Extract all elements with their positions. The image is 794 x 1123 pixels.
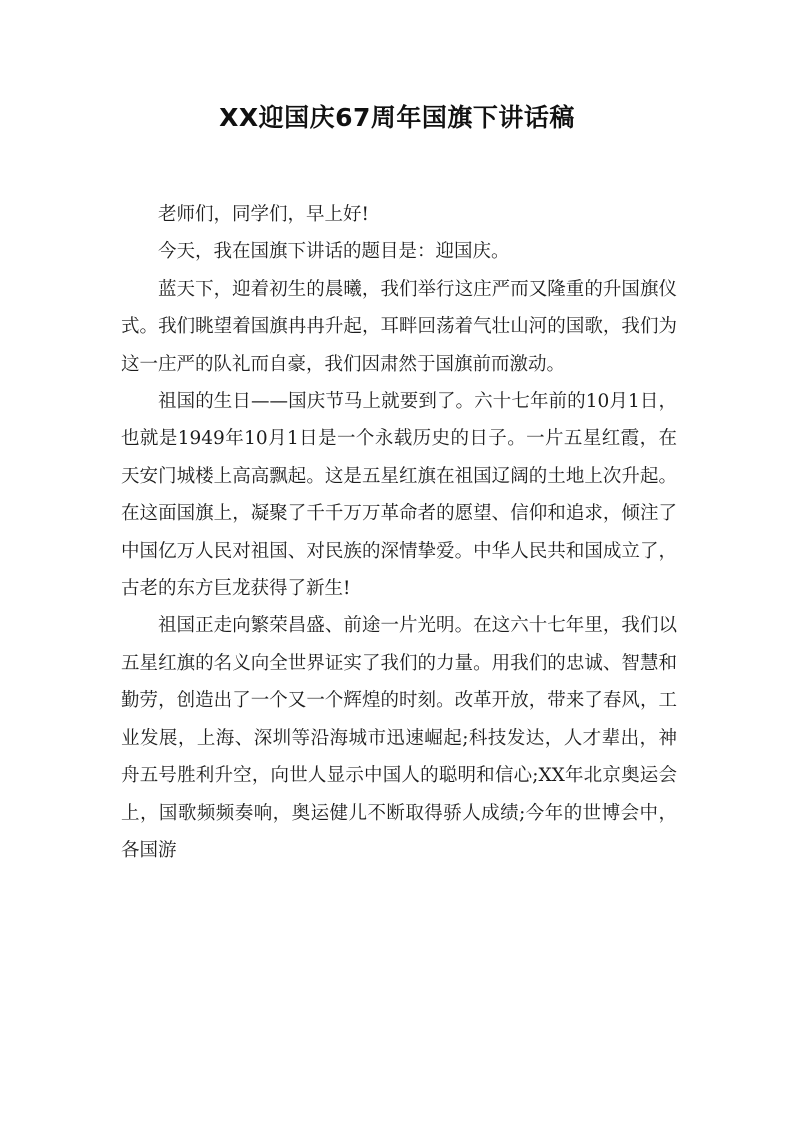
document-title: XX迎国庆67周年国旗下讲话稿	[219, 103, 575, 132]
paragraph-prosperity: 祖国正走向繁荣昌盛、前途一片光明。在这六十七年里，我们以五星红旗的名义向全世界证实了我们的力量。用我们的忠诚、智慧和勤劳，创造出了一个又一个辉煌的时刻。改革开放，带来了春风，工业发展，上海、深圳等沿海城市迅速崛起;科技发达，人才辈出，神舟五号胜利升空，向世人显示中国人的聪明和信心;XX年北京奥运会上，国歌频频奏响，奥运健儿不断取得骄人成绩;今年的世博会中，各国游	[121, 615, 677, 861]
document-body	[121, 196, 677, 869]
paragraph-national-day: 祖国的生日——国庆节马上就要到了。六十七年前的10月1日，也就是1949年10月1日是一个永载历史的日子。一片五星红霞，在天安门城楼上高高飘起。这是五星红旗在祖国辽阔的土地上次升起。在这面国旗上，凝聚了千千万万革命者的愿望、信仰和追求，倾注了中国亿万人民对祖国、对民族的深情挚爱。中华人民共和国成立了，古老的东方巨龙获得了新生!	[121, 391, 677, 600]
paragraph-greeting: 老师们，同学们，早上好!	[158, 204, 369, 225]
paragraph-topic: 今天，我在国旗下讲话的题目是：迎国庆。	[158, 241, 510, 263]
paragraph-ceremony: 蓝天下，迎着初生的晨曦，我们举行这庄严而又隆重的升国旗仪式。我们眺望着国旗冉冉升起，耳畔回荡着气壮山河的国歌，我们为这一庄严的队礼而自豪，我们因肃然于国旗前而激动。	[121, 278, 677, 375]
